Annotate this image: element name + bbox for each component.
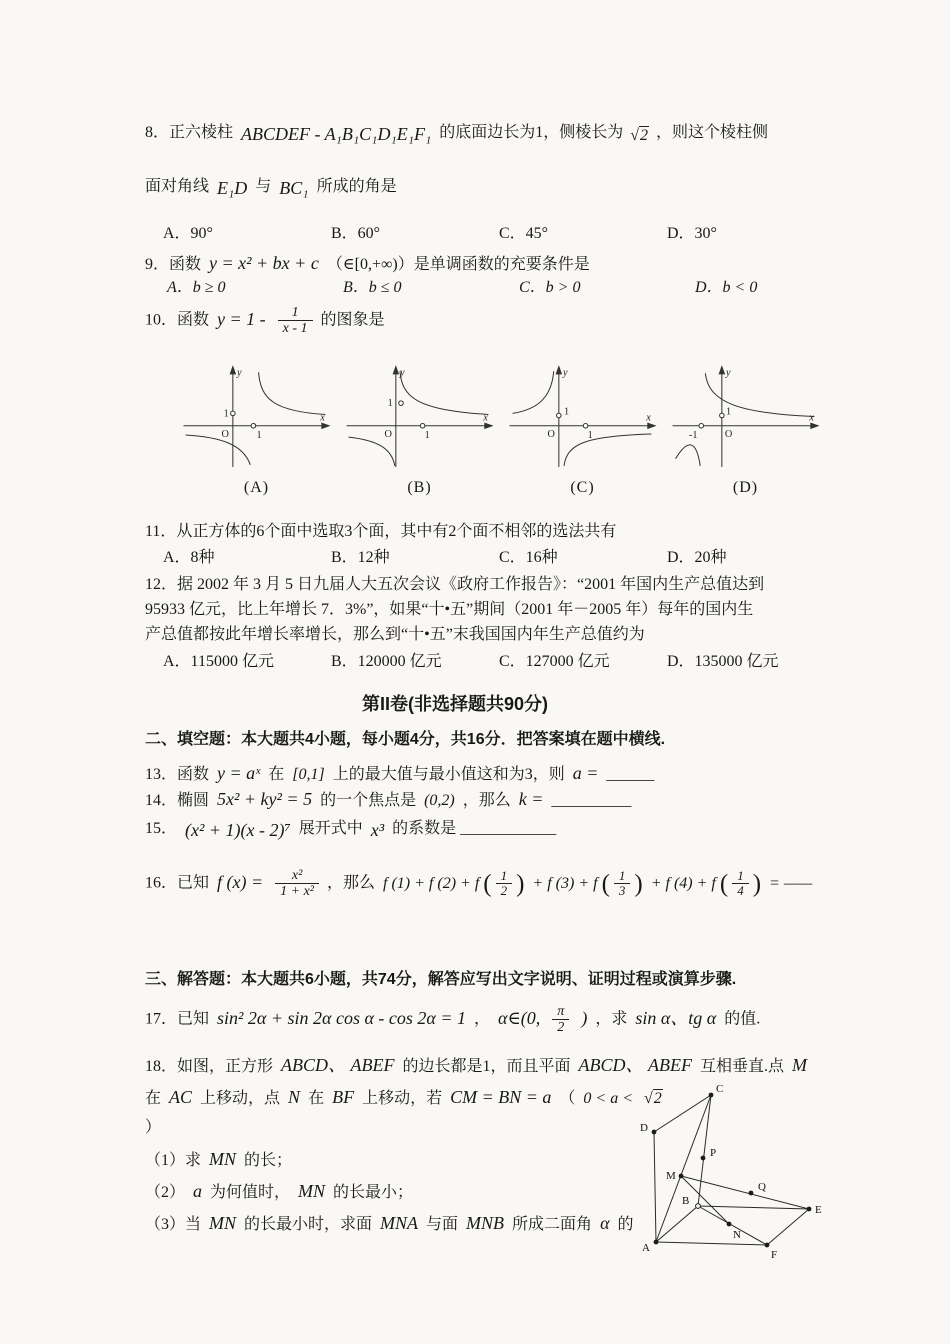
figure-edges [654, 1095, 809, 1245]
text-segment: 的长； [244, 1151, 293, 1169]
text-segment: 14．椭圆 [145, 792, 210, 809]
q18-point-n: N [288, 1087, 301, 1108]
solution-section-header: 三、解答题：本大题共6小题，共74分，解答应写出文字说明、证明过程或演算步骤. [145, 971, 737, 988]
text-segment: 13．函数 [145, 766, 210, 783]
q18-a-var: a [193, 1180, 203, 1201]
open-paren: ( [719, 870, 729, 898]
hyperbola-branch [259, 372, 326, 414]
label-c: C [716, 1083, 724, 1095]
q9-options [163, 276, 858, 299]
option-b: B．12种 [331, 549, 390, 566]
q18-mn: MN [209, 1148, 237, 1169]
text-segment: （2） [145, 1183, 186, 1201]
q16-sum-part-1: f (1) + f (2) + f [383, 874, 480, 892]
answer-blank: __________ [551, 792, 632, 809]
option-d: D．30° [667, 225, 717, 242]
fraction-denominator: 2 [552, 1019, 569, 1035]
graph-c-letter: (C) [570, 479, 595, 496]
q8-prism-formula: ABCDEF - A₁B₁C₁D₁E₁F₁ [241, 124, 432, 144]
label-d: D [640, 1122, 648, 1134]
fraction-numerator: x² [291, 868, 303, 883]
x-axis-label: x [320, 412, 325, 424]
q16-equals-blank: = —— [769, 874, 813, 892]
question-8-line-1 [145, 118, 840, 144]
open-paren: ( [483, 870, 492, 898]
text-segment: 所成二面角 [512, 1215, 593, 1233]
fraction-denominator: 4 [732, 883, 749, 898]
text-segment: 上移动，若 [362, 1090, 443, 1108]
text-segment: 的图象是 [320, 311, 385, 329]
graph-a-letter: (A) [243, 479, 270, 496]
fraction-numerator: 1 [618, 868, 626, 884]
q16-frac-half [496, 869, 513, 899]
text-segment: ） [145, 1119, 162, 1137]
graph-b-letter: (B) [407, 479, 432, 496]
x-tick-label: -1 [688, 430, 698, 442]
graph-option-a [178, 362, 335, 499]
radicand: 2 [640, 127, 648, 144]
q12-options [163, 650, 858, 673]
x-tick-label: 1 [587, 430, 593, 442]
label-e: E [815, 1204, 822, 1216]
q16-main-fraction [275, 868, 319, 900]
q13-interval: [0,1] [292, 766, 325, 783]
q17-pi-over-2 [552, 1004, 569, 1036]
y-tick-label: 1 [387, 398, 393, 410]
option-b: B．b ≤ 0 [343, 279, 402, 296]
text-segment: 的 [617, 1215, 634, 1233]
label-m: M [666, 1170, 676, 1182]
option-c: C．b > 0 [519, 279, 581, 296]
q18-inequality: 0 < a < [583, 1090, 633, 1108]
fill-in-section-header: 二、填空题：本大题共4小题，每小题4分，共16分．把答案填在题中横线. [145, 731, 666, 748]
axes [183, 365, 330, 467]
q18-cm-bn: CM = BN = a [450, 1087, 552, 1108]
label-p: P [710, 1147, 717, 1159]
label-n: N [733, 1229, 741, 1241]
fraction-denominator: x - 1 [278, 320, 313, 336]
graph-option-d [667, 362, 824, 499]
q18-figure [606, 1080, 836, 1280]
text-segment: 的边长都是1，而且平面 [402, 1058, 571, 1075]
label-q: Q [758, 1181, 766, 1193]
option-c: C．127000 亿元 [499, 653, 610, 670]
question-11 [145, 520, 840, 543]
q15-x-cubed: x³ [370, 820, 385, 840]
q17-sin-tg: sin α、tg α [635, 1007, 717, 1028]
text-segment: 11．从正方体的6个面中选取3个面，其中有2个面不相邻的选法共有 [145, 523, 617, 540]
text-segment: 与面 [426, 1215, 459, 1233]
text-segment: 的系数是 [392, 820, 457, 837]
radicand: 2 [653, 1090, 662, 1108]
y-tick-label: 1 [223, 408, 229, 420]
text-segment: 在 [145, 1090, 162, 1108]
q18-segment-bf: BF [332, 1087, 355, 1108]
q18-line-1 [145, 1052, 840, 1078]
text-segment: 16．已知 [145, 874, 210, 892]
label-b: B [682, 1195, 690, 1207]
q18-mn: MN [298, 1180, 326, 1201]
x-axis-label: x [483, 412, 488, 424]
hyperbola-branch [186, 435, 251, 465]
option-c: C．16种 [499, 549, 558, 566]
option-d: D．20种 [667, 549, 727, 566]
axes [672, 365, 819, 467]
q15-formula: (x² + 1)(x - 2)⁷ [185, 820, 291, 840]
graph-option-b [341, 362, 498, 499]
text-segment: 的一个焦点是 [320, 792, 417, 809]
axes [346, 365, 493, 467]
q10-equation: y = 1 - [217, 308, 266, 329]
text-segment: 上的最大值与最小值这和为3，则 [332, 766, 565, 783]
axis-labels [222, 367, 326, 441]
answer-blank: ______ [606, 766, 655, 783]
close-paren: ) [581, 1007, 588, 1028]
fraction-numerator: 1 [500, 868, 508, 884]
x-tick-label: 1 [424, 430, 430, 442]
q16-frac-third [614, 869, 631, 899]
q11-options [163, 546, 858, 569]
question-17 [145, 1004, 840, 1036]
text-segment: ，那么 [462, 792, 511, 809]
close-paren: ) [516, 870, 525, 898]
y-tick-label: 1 [725, 406, 732, 418]
radical-sign: √ [644, 1090, 653, 1108]
q14-formula: 5x² + ky² = 5 [217, 789, 313, 809]
text-segment: （ [559, 1090, 576, 1108]
text-segment: 展开式中 [298, 820, 363, 837]
text-segment: 为何值时， [210, 1183, 291, 1201]
q13-variable: a = [572, 763, 599, 783]
text-segment: 17．已知 [145, 1010, 210, 1028]
y-axis-label: y [399, 367, 405, 379]
origin-label: O [724, 429, 733, 441]
text-segment: ，那么 [327, 874, 376, 892]
q18-segment-ac: AC [169, 1087, 193, 1108]
question-16 [145, 868, 840, 900]
answer-blank: ____________ [460, 820, 557, 837]
text-segment: ， [474, 1010, 491, 1028]
q12-line-3: 产总值都按此年增长率增长，那么到“十•五”末我国国内年生产总值约为 [145, 626, 645, 643]
segment-me [681, 1176, 809, 1209]
option-b: B．120000 亿元 [331, 653, 442, 670]
question-9 [145, 250, 840, 276]
question-15 [145, 814, 840, 840]
text-segment: 的长最小； [333, 1183, 414, 1201]
question-14 [145, 786, 840, 812]
x-tick-label: 1 [256, 430, 262, 442]
q18-plane-mnb: MNB [466, 1212, 505, 1233]
text-segment: 在 [268, 766, 285, 783]
q13-formula: y = aˣ [217, 763, 261, 783]
graph-d-letter: (D) [732, 479, 759, 496]
q18-point-m: M [792, 1055, 808, 1075]
text-segment: 的长最小时，求面 [244, 1215, 373, 1233]
text-segment: 15． [145, 820, 178, 837]
text-segment: 18．如图，正方形 [145, 1058, 274, 1075]
q18-figure-svg [606, 1080, 836, 1280]
origin-label: O [221, 429, 229, 441]
text-segment: （1）求 [145, 1151, 202, 1169]
x-axis-label: x [809, 412, 814, 424]
text-segment: ，求 [595, 1010, 628, 1028]
axis-labels [689, 367, 814, 441]
option-d: D．b < 0 [695, 279, 758, 296]
q12-line-1: 12．据 2002 年 3 月 5 日九届人大五次会议《政府工作报告》：“2001 年国内生产总值达到 [145, 576, 765, 593]
section-2-title: 第II卷(非选择题共90分) [361, 694, 548, 714]
q12-line-2: 95933 亿元，比上年增长 7．3%”，如果“十•五”期间（2001 年－2005 年）每年的国内生 [145, 601, 754, 618]
q16-sum-part-3: + f (4) + f [650, 874, 716, 892]
option-a: A．115000 亿元 [163, 653, 274, 670]
option-d: D．135000 亿元 [667, 653, 779, 670]
figure-labels [640, 1083, 822, 1261]
y-axis-label: y [725, 367, 731, 379]
option-b: B．60° [331, 225, 381, 242]
q18-mn: MN [209, 1212, 237, 1233]
fraction-denominator: 3 [614, 883, 631, 898]
q17-trig-equation: sin² 2α + sin 2α cos α - cos 2α = 1 [217, 1007, 466, 1028]
text-segment: 所成的角是 [316, 178, 397, 195]
y-axis-label: y [236, 367, 242, 379]
graph-c-plot [504, 362, 661, 470]
text-segment: ，则这个棱柱侧 [656, 124, 769, 141]
close-paren: ) [752, 870, 762, 898]
label-f: F [771, 1249, 778, 1261]
text-segment: 与 [255, 178, 272, 195]
fraction-numerator: 1 [737, 868, 744, 884]
option-a: A．8种 [163, 549, 215, 566]
text-segment: 在 [308, 1090, 325, 1108]
hyperbola-branch [400, 371, 488, 414]
text-segment: 的值. [724, 1010, 761, 1028]
hidden-vertex-b-circle [696, 1204, 701, 1209]
graph-d-plot [667, 362, 824, 470]
fraction-denominator: 2 [496, 883, 513, 898]
fraction-denominator: 1 + x² [275, 883, 319, 899]
hyperbola-branch [564, 434, 651, 466]
q14-variable: k = [518, 789, 544, 809]
origin-label: O [547, 429, 555, 441]
text-segment: 9．函数 [145, 256, 202, 273]
graph-option-c [504, 362, 661, 499]
fraction-numerator: π [557, 1004, 565, 1019]
x-axis-label: x [646, 412, 651, 424]
open-paren: ( [601, 870, 610, 898]
q10-fraction [278, 305, 313, 337]
fraction-numerator: 1 [291, 305, 299, 320]
q18-plane-mna: MNA [380, 1212, 419, 1233]
hyperbola-branch [349, 437, 395, 466]
q8-options [163, 222, 858, 245]
q18-squares: ABCD、 ABEF [281, 1055, 395, 1075]
y-axis-label: y [562, 367, 568, 379]
option-c: C．45° [499, 225, 549, 242]
question-8-line-2 [145, 172, 840, 198]
q10-graph-row [178, 362, 826, 499]
question-10 [145, 305, 840, 337]
q8-sqrt2 [630, 124, 649, 147]
close-paren: ) [634, 870, 643, 898]
y-tick-label: 1 [563, 406, 570, 418]
q14-point: (0,2) [424, 792, 455, 809]
text-segment: 面对角线 [145, 178, 210, 195]
axes [509, 365, 656, 467]
q8-bc1: BC₁ [279, 178, 309, 198]
hyperbola-branch [676, 445, 701, 466]
text-segment: 互相垂直.点 [700, 1058, 785, 1075]
option-a: A．90° [163, 225, 213, 242]
label-a: A [642, 1242, 650, 1254]
graph-a-plot [178, 362, 335, 470]
option-a: A．b ≥ 0 [167, 279, 226, 296]
hyperbola-branch [513, 371, 554, 413]
graph-b-plot [341, 362, 498, 470]
q17-alpha-domain: α∈(0, [498, 1007, 541, 1028]
q16-fx: f (x) = [217, 871, 264, 892]
origin-label: O [384, 429, 392, 441]
q16-sum-part-2: + f (3) + f [532, 874, 598, 892]
q18-planes: ABCD、 ABEF [578, 1055, 692, 1075]
text-segment: 的底面边长为1，侧棱长为 [439, 124, 624, 141]
axis-labels [548, 367, 652, 441]
text-segment: （∈[0,+∞)）是单调函数的充要条件是 [326, 256, 590, 273]
text-segment: 上移动，点 [200, 1090, 281, 1108]
text-segment: 8．正六棱柱 [145, 124, 234, 141]
q18-alpha: α [600, 1212, 610, 1233]
q8-e1d: E₁D [217, 178, 248, 198]
text-segment: （3）当 [145, 1215, 202, 1233]
q9-formula: y = x² + bx + c [209, 253, 319, 273]
q16-frac-quarter [732, 869, 749, 899]
text-segment: 10．函数 [145, 311, 210, 329]
question-13 [145, 760, 840, 786]
radical-sign: √ [630, 127, 639, 144]
question-12 [145, 572, 840, 647]
